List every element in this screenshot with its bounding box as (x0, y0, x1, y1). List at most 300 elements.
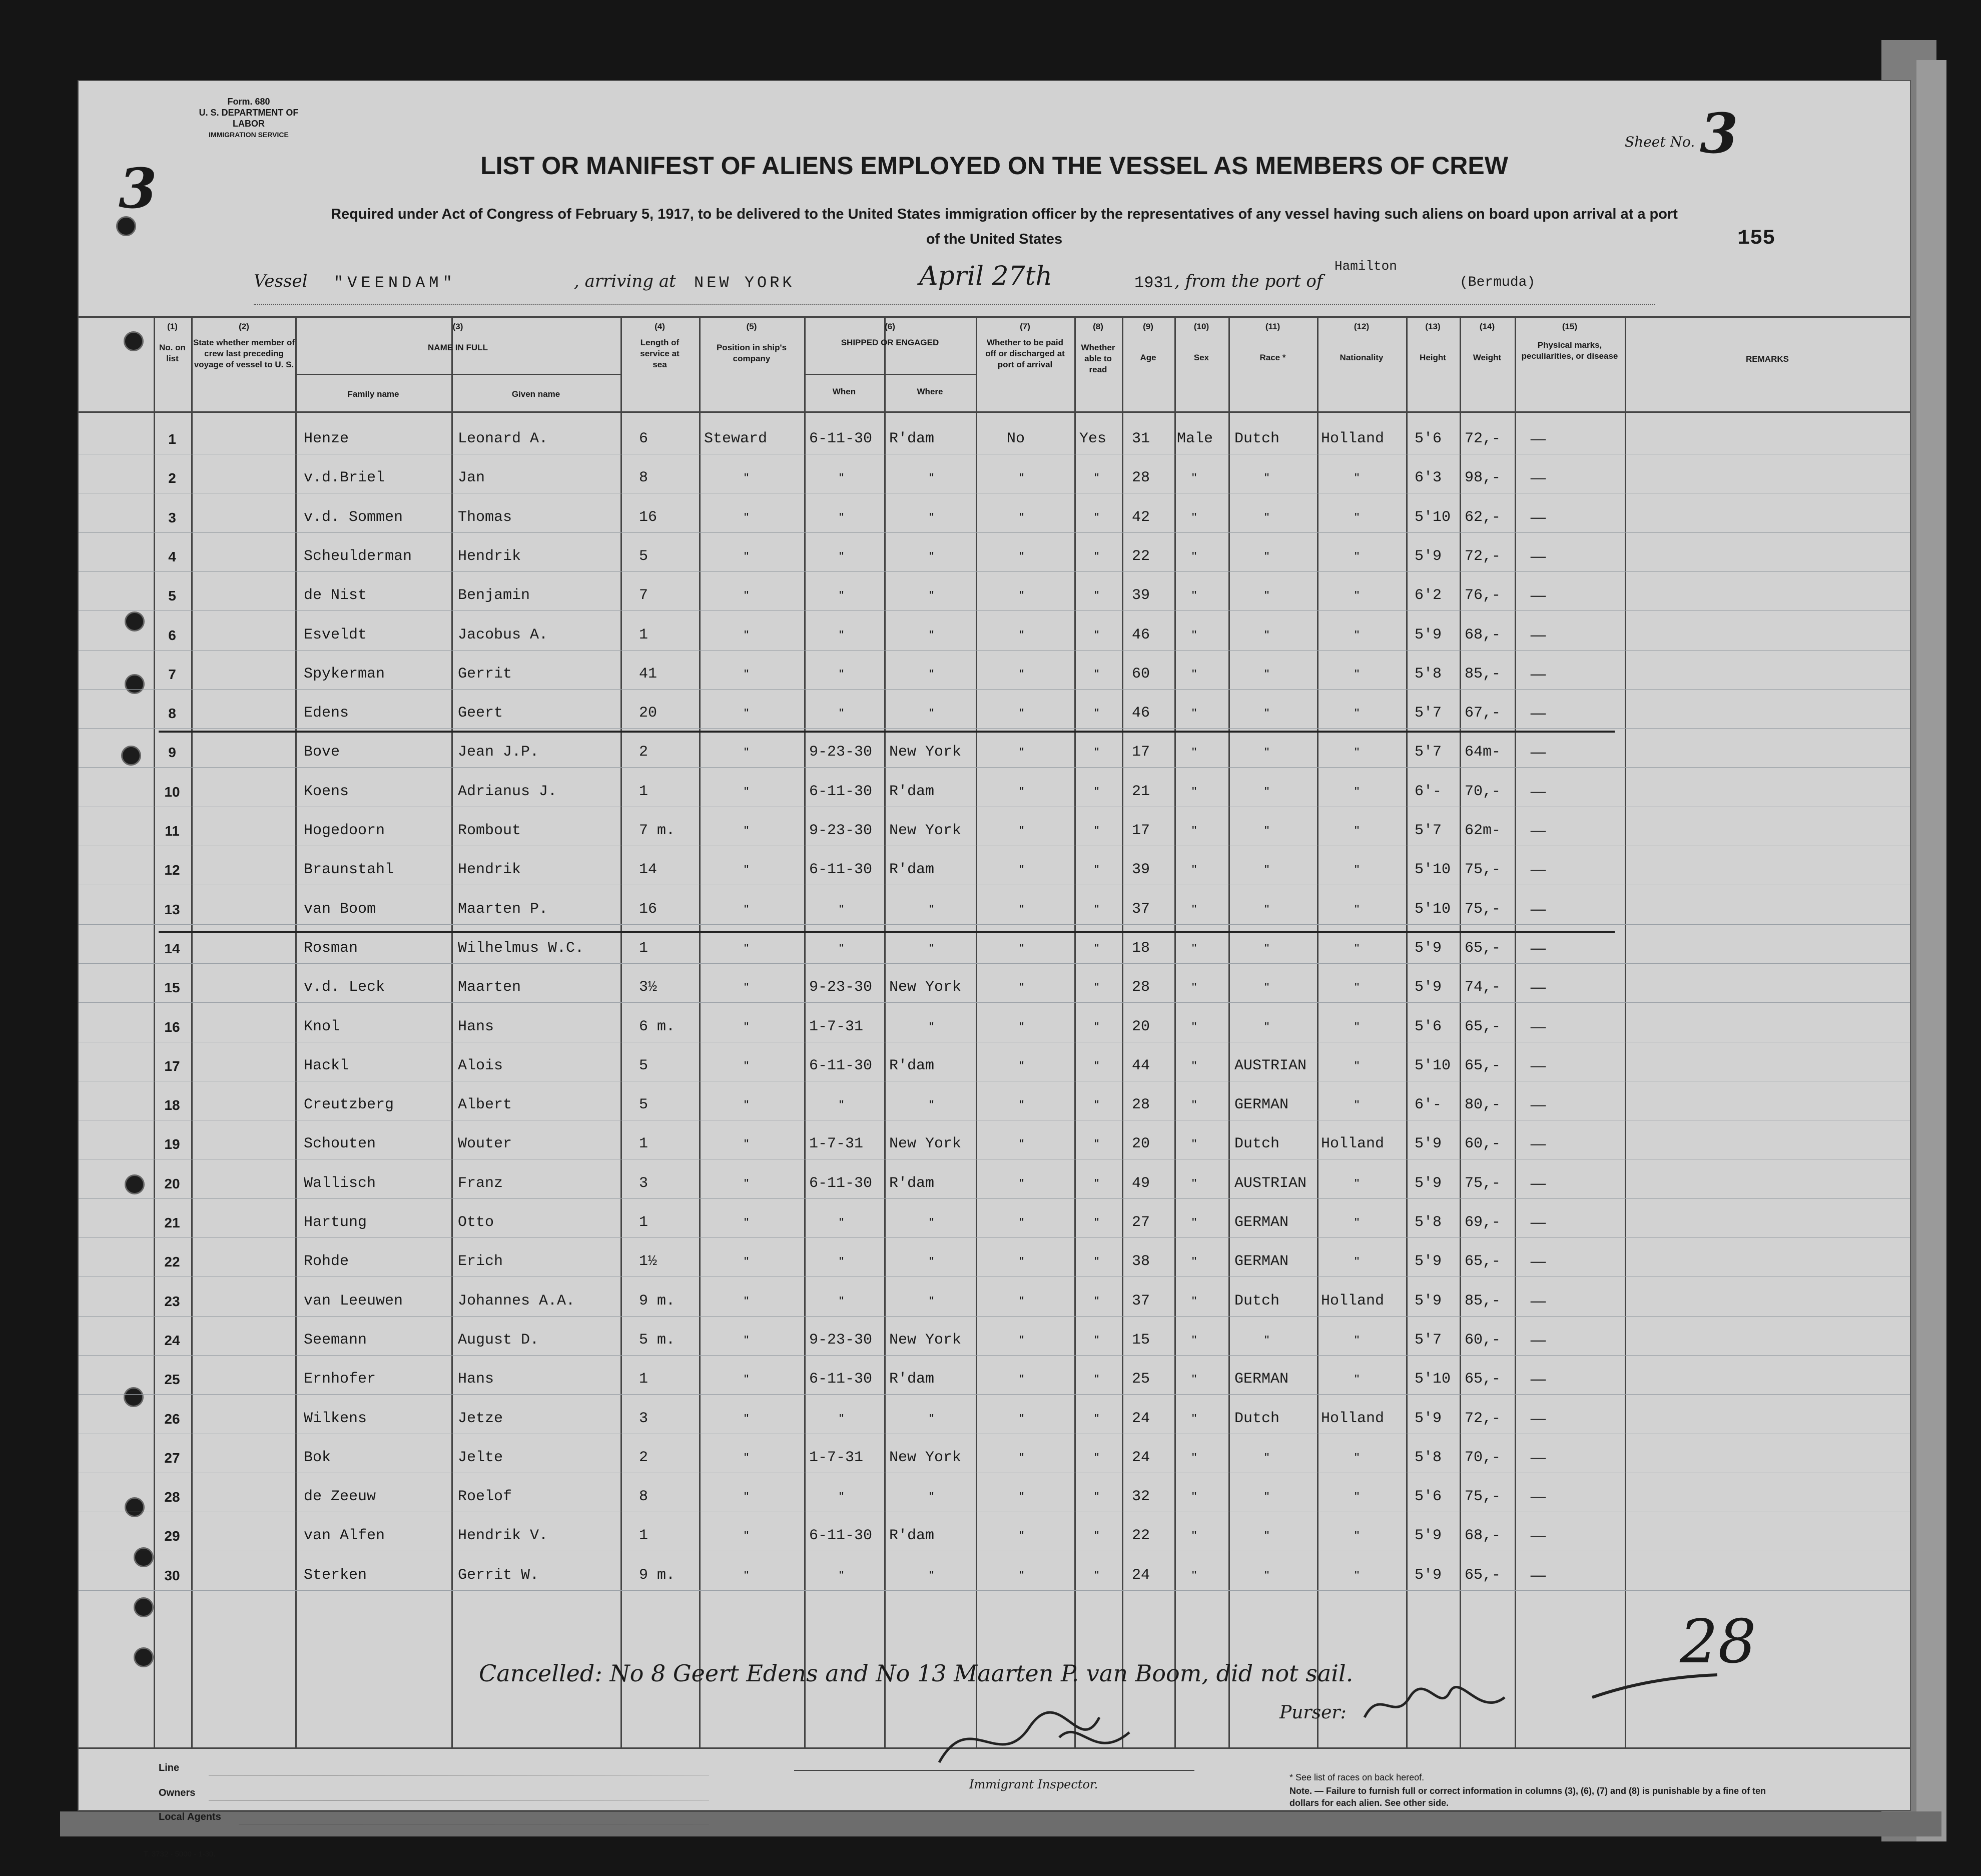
ditto-mark: " (839, 901, 844, 917)
col-header-service: Length of service at sea (640, 338, 680, 369)
underline (254, 304, 1655, 305)
ditto-mark: " (929, 627, 934, 643)
ditto-mark: " (1019, 1567, 1024, 1583)
ditto-mark: " (1019, 1019, 1024, 1034)
col-number: (7) (1020, 322, 1030, 331)
weight: 65,- (1465, 939, 1501, 957)
voyage-line (254, 271, 307, 291)
ditto-mark: " (929, 706, 934, 721)
row-number: 8 (168, 706, 176, 722)
ditto-mark: " (839, 706, 844, 721)
ditto-mark: " (744, 1489, 749, 1505)
table-top-rule (79, 316, 1910, 318)
check-mark: — (1530, 664, 1547, 684)
service-length: 9 m. (639, 1566, 676, 1584)
ditto-mark: " (1355, 1254, 1360, 1270)
ditto-mark: " (744, 1567, 749, 1583)
ditto-mark: " (1019, 548, 1024, 564)
ditto-mark: " (1192, 1058, 1197, 1073)
ditto-mark: " (1019, 862, 1024, 878)
row-rule (79, 689, 1910, 690)
family-name: Sterken (304, 1566, 367, 1584)
ditto-mark: " (1019, 1372, 1024, 1387)
row-rule (79, 767, 1910, 768)
family-name: Knol (304, 1018, 340, 1035)
weight: 69,- (1465, 1214, 1501, 1231)
service: IMMIGRATION SERVICE (209, 131, 289, 139)
manifest-title: LIST OR MANIFEST OF ALIENS EMPLOYED ON THE VESSEL AS MEMBERS OF CREW (480, 152, 1508, 180)
corner-number: 3 (119, 156, 157, 221)
given-name: Hans (458, 1018, 494, 1035)
height: 5'9 (1415, 939, 1442, 957)
ditto-mark: " (1019, 940, 1024, 956)
ditto-mark: " (1264, 706, 1269, 721)
ditto-mark: " (1094, 1019, 1099, 1034)
ditto-mark: " (1019, 1254, 1024, 1270)
punch-hole (125, 674, 145, 694)
check-mark: — (1530, 1565, 1547, 1585)
weight: 67,- (1465, 705, 1501, 722)
row-number: 19 (164, 1136, 180, 1152)
col-header-prev-voyage: State whether member of crew last preceding voyage of vessel to U. S. (193, 338, 295, 369)
check-mark: — (1530, 624, 1547, 645)
row-number: 1 (168, 431, 176, 447)
shipped-where: R'dam (889, 1057, 935, 1074)
height: 5'8 (1415, 665, 1442, 683)
ditto-mark: " (1094, 1293, 1099, 1309)
shipped-when: 9-23-30 (809, 822, 873, 839)
shipped-where: R'dam (889, 1174, 935, 1192)
ditto-mark: " (1192, 1175, 1197, 1191)
row-number: 13 (164, 901, 180, 917)
ditto-mark: " (1355, 1372, 1360, 1387)
service-length: 7 (639, 587, 648, 604)
row-rule (79, 571, 1910, 572)
shipped-where: R'dam (889, 1371, 935, 1388)
punch-hole (125, 611, 145, 632)
check-mark: — (1530, 1447, 1547, 1468)
ditto-mark: " (929, 901, 934, 917)
service-length: 3 (639, 1410, 648, 1427)
ditto-mark: " (1355, 1097, 1360, 1113)
ditto-mark: " (1355, 1567, 1360, 1583)
weight: 62,- (1465, 508, 1501, 526)
check-mark: — (1530, 1134, 1547, 1154)
row-rule (79, 1002, 1910, 1003)
height: 5'6 (1415, 1488, 1442, 1506)
ditto-mark: " (744, 627, 749, 643)
row-number: 10 (164, 784, 180, 800)
check-mark: — (1530, 860, 1547, 880)
row-rule (79, 650, 1910, 651)
row-number: 18 (164, 1097, 180, 1113)
height: 5'10 (1415, 1057, 1451, 1074)
given-name: Benjamin (458, 587, 530, 604)
shipped-subhead-rule (804, 374, 976, 375)
form-number: Form. 680 (227, 97, 270, 107)
height: 5'7 (1415, 1331, 1442, 1349)
ditto-mark: " (1094, 509, 1099, 525)
ditto-mark: " (744, 1332, 749, 1348)
family-name: Henze (304, 430, 349, 447)
age: 28 (1132, 1096, 1150, 1114)
ditto-mark: " (1019, 1097, 1024, 1113)
total-underline (1590, 1672, 1720, 1702)
height: 6'- (1415, 1096, 1442, 1114)
ditto-mark: " (1355, 666, 1360, 682)
family-name: Koens (304, 783, 349, 800)
weight: 65,- (1465, 1566, 1501, 1584)
col-header-paid-off: Whether to be paid off or discharged at port of arrival (985, 338, 1065, 369)
service-length: 16 (639, 900, 657, 918)
age: 27 (1132, 1214, 1150, 1231)
service-length: 1 (639, 626, 648, 644)
ditto-mark: " (1192, 1097, 1197, 1113)
family-name: van Boom (304, 900, 376, 918)
ditto-mark: " (1094, 980, 1099, 995)
check-mark: — (1530, 1408, 1547, 1429)
ditto-mark: " (929, 1019, 934, 1034)
sheet-label: Sheet No. (1625, 134, 1695, 150)
punch-hole (125, 1174, 145, 1194)
shipped-where: R'dam (889, 783, 935, 800)
family-name: v.d.Briel (304, 469, 385, 487)
ditto-mark: " (1264, 1019, 1269, 1034)
service-length: 1 (639, 939, 648, 957)
family-name: Scheulderman (304, 547, 412, 565)
name-subhead-rule (295, 374, 620, 375)
age: 22 (1132, 1527, 1150, 1545)
age: 17 (1132, 744, 1150, 761)
col-header-physical: Physical marks, peculiarities, or disease (1521, 340, 1618, 361)
ditto-mark: " (1019, 1136, 1024, 1152)
ditto-mark: " (1019, 1215, 1024, 1230)
service-length: 9 m. (639, 1292, 676, 1310)
ditto-mark: " (1192, 1215, 1197, 1230)
ditto-mark: " (744, 706, 749, 721)
ditto-mark: " (1355, 1175, 1360, 1191)
shipped-where: New York (889, 744, 962, 761)
age: 44 (1132, 1057, 1150, 1074)
ditto-mark: " (1192, 548, 1197, 564)
ditto-mark: " (1355, 1215, 1360, 1230)
weight: 65,- (1465, 1253, 1501, 1271)
ditto-mark: " (1355, 509, 1360, 525)
ditto-mark: " (1019, 470, 1024, 486)
ditto-mark: " (1264, 862, 1269, 878)
ditto-mark: " (839, 666, 844, 682)
ditto-mark: " (1019, 706, 1024, 721)
purser-label: Purser: (1279, 1702, 1347, 1723)
check-mark: — (1530, 507, 1547, 527)
vessel-label: Vessel (254, 271, 308, 291)
given-name: Rombout (458, 822, 521, 839)
ditto-mark: " (1094, 745, 1099, 760)
col-number: (11) (1265, 322, 1280, 331)
row-number: 24 (164, 1332, 180, 1348)
ditto-mark: " (1019, 901, 1024, 917)
col-number: (9) (1143, 322, 1153, 331)
row-rule (79, 610, 1910, 611)
department: U. S. DEPARTMENT OF LABOR (199, 108, 299, 129)
ditto-mark: " (1355, 980, 1360, 995)
weight: 75,- (1465, 861, 1501, 879)
age: 24 (1132, 1410, 1150, 1427)
ditto-mark: " (839, 1215, 844, 1230)
header-bottom-rule (79, 411, 1910, 413)
ditto-mark: " (744, 862, 749, 878)
service-length: 1½ (639, 1253, 657, 1271)
shipped-when: 1-7-31 (809, 1018, 864, 1035)
ditto-mark: " (1192, 1411, 1197, 1426)
race: Dutch (1234, 1135, 1280, 1153)
cancelled-note: Cancelled: No 8 Geert Edens and No 13 Maarten P. van Boom, did not sail. (479, 1660, 1354, 1687)
family-name: Creutzberg (304, 1096, 394, 1114)
ditto-mark: " (1094, 1332, 1099, 1348)
family-name: Rohde (304, 1253, 349, 1271)
ditto-mark: " (1094, 1489, 1099, 1505)
family-name: van Alfen (304, 1527, 385, 1545)
punch-hole (121, 746, 141, 766)
weight: 75,- (1465, 900, 1501, 918)
ditto-mark: " (1355, 1332, 1360, 1348)
ditto-mark: " (744, 1293, 749, 1309)
ditto-mark: " (744, 1411, 749, 1426)
height: 6'2 (1415, 587, 1442, 604)
ditto-mark: " (1192, 1450, 1197, 1465)
race: GERMAN (1234, 1371, 1289, 1388)
service-length: 1 (639, 1371, 648, 1388)
nationality: Holland (1321, 1410, 1385, 1427)
height: 5'7 (1415, 705, 1442, 722)
ditto-mark: " (744, 1175, 749, 1191)
age: 60 (1132, 665, 1150, 683)
ditto-mark: " (929, 509, 934, 525)
given-name: Otto (458, 1214, 494, 1231)
ditto-mark: " (744, 823, 749, 838)
ditto-mark: " (1094, 706, 1099, 721)
service-length: 2 (639, 744, 648, 761)
height: 5'9 (1415, 1410, 1442, 1427)
row-number: 30 (164, 1567, 180, 1583)
ditto-mark: " (929, 1489, 934, 1505)
given-name: Albert (458, 1096, 512, 1114)
row-number: 9 (168, 745, 176, 761)
ditto-mark: " (1264, 509, 1269, 525)
ditto-mark: " (744, 784, 749, 799)
col-number: (3) (452, 322, 463, 331)
family-name: de Zeeuw (304, 1488, 376, 1506)
row-rule (79, 963, 1910, 964)
given-name: Hendrik V. (458, 1527, 548, 1545)
weight: 70,- (1465, 1449, 1501, 1466)
service-length: 20 (639, 705, 657, 722)
check-mark: — (1530, 1526, 1547, 1546)
height: 5'9 (1415, 1292, 1442, 1310)
col-number: (14) (1479, 322, 1495, 331)
ditto-mark: " (1019, 1450, 1024, 1465)
weight: 64m- (1465, 744, 1501, 761)
age: 49 (1132, 1174, 1150, 1192)
strike-row-13 (159, 931, 1615, 933)
ditto-mark: " (1094, 1411, 1099, 1426)
ditto-mark: " (839, 1567, 844, 1583)
check-mark: — (1530, 1330, 1547, 1350)
ditto-mark: " (1264, 666, 1269, 682)
row-rule (79, 1198, 1910, 1199)
ditto-mark: " (1094, 548, 1099, 564)
row-number: 21 (164, 1215, 180, 1230)
check-mark: — (1530, 821, 1547, 841)
ditto-mark: " (1094, 1372, 1099, 1387)
arrival-port: NEW YORK (694, 274, 795, 292)
col-number: (13) (1425, 322, 1441, 331)
family-name: Wallisch (304, 1174, 376, 1192)
ditto-mark: " (1192, 1489, 1197, 1505)
col-header-height: Height (1420, 353, 1446, 362)
ditto-mark: " (1355, 548, 1360, 564)
ditto-mark: " (1019, 1332, 1024, 1348)
race: GERMAN (1234, 1096, 1289, 1114)
punch-hole (134, 1647, 154, 1667)
ditto-mark: " (1192, 1254, 1197, 1270)
height: 5'9 (1415, 547, 1442, 565)
ditto-mark: " (1264, 784, 1269, 799)
col-header-given: Given name (511, 389, 560, 399)
age: 24 (1132, 1566, 1150, 1584)
ditto-mark: " (1019, 745, 1024, 760)
ditto-mark: " (1192, 1332, 1197, 1348)
service-length: 1 (639, 1214, 648, 1231)
line-label: Line (159, 1762, 180, 1773)
check-mark: — (1530, 1055, 1547, 1076)
ditto-mark: " (1192, 862, 1197, 878)
arrival-date: April 27th (919, 261, 1053, 291)
ditto-mark: " (1019, 1058, 1024, 1073)
shipped-where: New York (889, 1449, 962, 1466)
ditto-mark: " (1355, 862, 1360, 878)
ditto-mark: " (839, 588, 844, 603)
ditto-mark: " (839, 940, 844, 956)
weight: 65,- (1465, 1057, 1501, 1074)
manifest-subtitle: Required under Act of Congress of February 5, 1917, to be delivered to the United States immigration officer by the representatives of any vessel having such aliens on board upon arrival at a port (331, 206, 1678, 222)
ditto-mark: " (839, 627, 844, 643)
shipped-where: R'dam (889, 861, 935, 879)
check-mark: — (1530, 742, 1547, 763)
weight: 60,- (1465, 1135, 1501, 1153)
purser-signature (1360, 1682, 1510, 1727)
ditto-mark: " (929, 666, 934, 682)
service-length: 1 (639, 1527, 648, 1545)
ditto-mark: " (1094, 940, 1099, 956)
ditto-mark: " (1019, 666, 1024, 682)
check-mark: — (1530, 1212, 1547, 1232)
punch-hole (134, 1597, 154, 1617)
given-name: Leonard A. (458, 430, 548, 447)
service-length: 3½ (639, 979, 657, 996)
arrival-year: 1931 (1134, 274, 1173, 292)
punch-hole (124, 331, 144, 351)
weight: 85,- (1465, 665, 1501, 683)
given-name: Wouter (458, 1135, 512, 1153)
height: 5'6 (1415, 430, 1442, 447)
weight: 70,- (1465, 783, 1501, 800)
check-mark: — (1530, 546, 1547, 566)
departure-note: (Bermuda) (1460, 275, 1536, 290)
ditto-mark: " (1094, 1175, 1099, 1191)
weight: 72,- (1465, 430, 1501, 447)
ditto-mark: " (1355, 470, 1360, 486)
height: 5'10 (1415, 508, 1451, 526)
row-number: 2 (168, 470, 176, 486)
service-length: 5 (639, 547, 648, 565)
service-length: 5 m. (639, 1331, 676, 1349)
row-number: 6 (168, 627, 176, 643)
ditto-mark: " (744, 666, 749, 682)
check-mark: — (1530, 1369, 1547, 1390)
race: Dutch (1234, 430, 1280, 447)
punch-hole (124, 1387, 144, 1407)
age: 46 (1132, 626, 1150, 644)
shipped-when: 1-7-31 (809, 1449, 864, 1466)
ditto-mark: " (929, 1411, 934, 1426)
given-name: Johannes A.A. (458, 1292, 575, 1310)
ditto-mark: " (1094, 1528, 1099, 1544)
weight: 72,- (1465, 1410, 1501, 1427)
row-rule (79, 1316, 1910, 1317)
page-number: 155 (1737, 226, 1775, 250)
ditto-mark: " (929, 940, 934, 956)
col-header-remarks: REMARKS (1746, 354, 1789, 364)
shipped-when: 6-11-30 (809, 1371, 873, 1388)
given-name: Jacobus A. (458, 626, 548, 644)
manifest-page (78, 80, 1911, 1858)
row-rule (79, 1355, 1910, 1356)
ditto-mark: " (1355, 823, 1360, 838)
height: 5'7 (1415, 822, 1442, 839)
ditto-mark: " (1264, 823, 1269, 838)
given-name: Hendrik (458, 861, 521, 879)
col-number: (6) (885, 322, 895, 331)
check-mark: — (1530, 585, 1547, 606)
col-header-nationality: Nationality (1340, 353, 1384, 362)
age: 20 (1132, 1135, 1150, 1153)
shipped-where: New York (889, 1331, 962, 1349)
ditto-mark: " (1019, 1489, 1024, 1505)
ditto-mark: " (1355, 1450, 1360, 1465)
col-header-when: When (832, 387, 856, 396)
nationality: Holland (1321, 1135, 1385, 1153)
age: 21 (1132, 783, 1150, 800)
row-number: 16 (164, 1019, 180, 1035)
given-name: Erich (458, 1253, 503, 1271)
paid-off: No (1007, 430, 1025, 447)
col-header-name: NAME IN FULL (428, 343, 488, 352)
ditto-mark: " (839, 470, 844, 486)
ditto-mark: " (1094, 1215, 1099, 1230)
ditto-mark: " (1019, 1175, 1024, 1191)
owners-label: Owners (159, 1787, 196, 1798)
given-name: Jean J.P. (458, 744, 539, 761)
age: 22 (1132, 547, 1150, 565)
given-name: Hans (458, 1371, 494, 1388)
given-name: Adrianus J. (458, 783, 557, 800)
given-name: Thomas (458, 508, 512, 526)
service-length: 8 (639, 1488, 648, 1506)
agents-label: Local Agents (159, 1811, 221, 1822)
ditto-mark: " (1192, 588, 1197, 603)
col-number: (10) (1193, 322, 1209, 331)
